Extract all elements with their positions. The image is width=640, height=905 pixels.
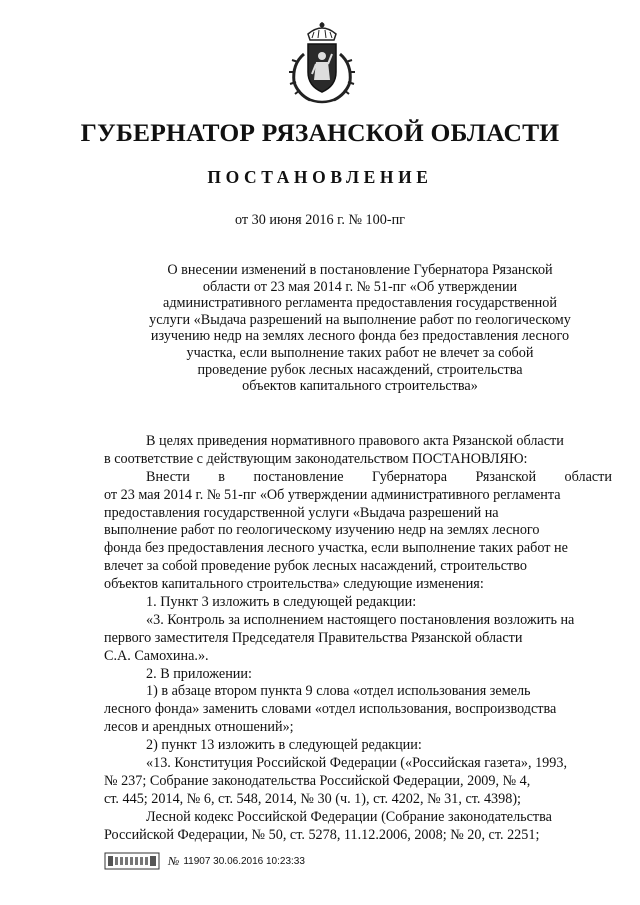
paragraph-line: первого заместителя Председателя Правительства Рязанской области [104, 629, 523, 646]
subject-line: проведение рубок лесных насаждений, строительства [197, 361, 523, 378]
paragraph-line: В целях приведения нормативного правового акта Рязанской области [146, 433, 564, 449]
subject-line: объектов капитального строительства» [242, 378, 478, 395]
coat-of-arms-icon [286, 20, 358, 106]
paragraph-line: лесного фонда» заменить словами «отдел использования, воспроизводства [104, 701, 557, 718]
registration-footer [104, 851, 305, 871]
item-heading: 1. Пункт 3 изложить в следующей редакции: [146, 594, 417, 611]
subject-block [140, 262, 580, 395]
document-type: ПОСТАНОВЛЕНИЕ [207, 167, 433, 187]
printing-stamp-icon [104, 852, 160, 870]
paragraph-line: предоставления государственной услуги «Выдача разрешений на [104, 504, 499, 521]
paragraph-line: 1) в абзаце втором пункта 9 слова «отдел использования земель [146, 683, 531, 700]
issuer-title: ГУБЕРНАТОР РЯЗАНСКОЙ ОБЛАСТИ [80, 118, 560, 147]
subject-line: О внесении изменений в постановление Губернатора Рязанской [167, 262, 553, 278]
paragraph-line: № 237; Собрание законодательства Российской Федерации, 2009, № 4, [104, 772, 531, 789]
paragraph-line: влечет за собой проведение рубок лесных насаждений, строительство [104, 558, 527, 575]
body-text [104, 433, 612, 844]
paragraph-line: Российской Федерации, № 50, ст. 5278, 11.12.2006, 2008; № 20, ст. 2251; [104, 826, 540, 843]
registration-number-timestamp: 11907 30.06.2016 10:23:33 [183, 855, 305, 867]
subject-line: изучению недр на землях лесного фонда без предоставления лесного [150, 328, 570, 345]
paragraph-line-justified: Внести в постановление Губернатора Рязанской области [146, 468, 612, 485]
paragraph-line: С.А. Самохина.». [104, 647, 209, 664]
subject-line: области от 23 мая 2014 г. № 51-пг «Об утверждении [202, 278, 518, 295]
paragraph-line: Лесной кодекс Российской Федерации (Собрание законодательства [146, 808, 552, 825]
subject-line: административного регламента предоставления государственной [163, 295, 557, 312]
item-heading: 2. В приложении: [146, 665, 252, 682]
paragraph-line: «13. Конституция Российской Федерации («Российская газета», 1993, [146, 755, 568, 772]
paragraph-line: лесов и арендных отношений»; [104, 719, 294, 736]
paragraph-line: от 23 мая 2014 г. № 51-пг «Об утверждении административного регламента [104, 486, 561, 503]
paragraph-line: фонда без предоставления лесного участка, если выполнение таких работ не [104, 540, 568, 557]
paragraph-line: объектов капитального строительства» следующие изменения: [104, 576, 484, 593]
number-sign: № [168, 853, 180, 868]
paragraph-line: в соответствие с действующим законодательством ПОСТАНОВЛЯЮ: [104, 450, 528, 467]
date-number: от 30 июня 2016 г. № 100-пг [235, 212, 405, 228]
item-heading: 2) пункт 13 изложить в следующей редакции: [146, 737, 422, 754]
paragraph-line: «3. Контроль за исполнением настоящего постановления возложить на [146, 611, 575, 628]
subject-line: участка, если выполнение таких работ не влечет за собой [186, 344, 534, 361]
subject-line: услуги «Выдача разрешений на выполнение работ по геологическому [149, 311, 571, 328]
paragraph-line: ст. 445; 2014, № 6, ст. 548, 2014, № 30 (ч. 1), ст. 4202, № 31, ст. 4398); [104, 790, 522, 807]
paragraph-line: выполнение работ по геологическому изучению недр на землях лесного [104, 522, 540, 539]
